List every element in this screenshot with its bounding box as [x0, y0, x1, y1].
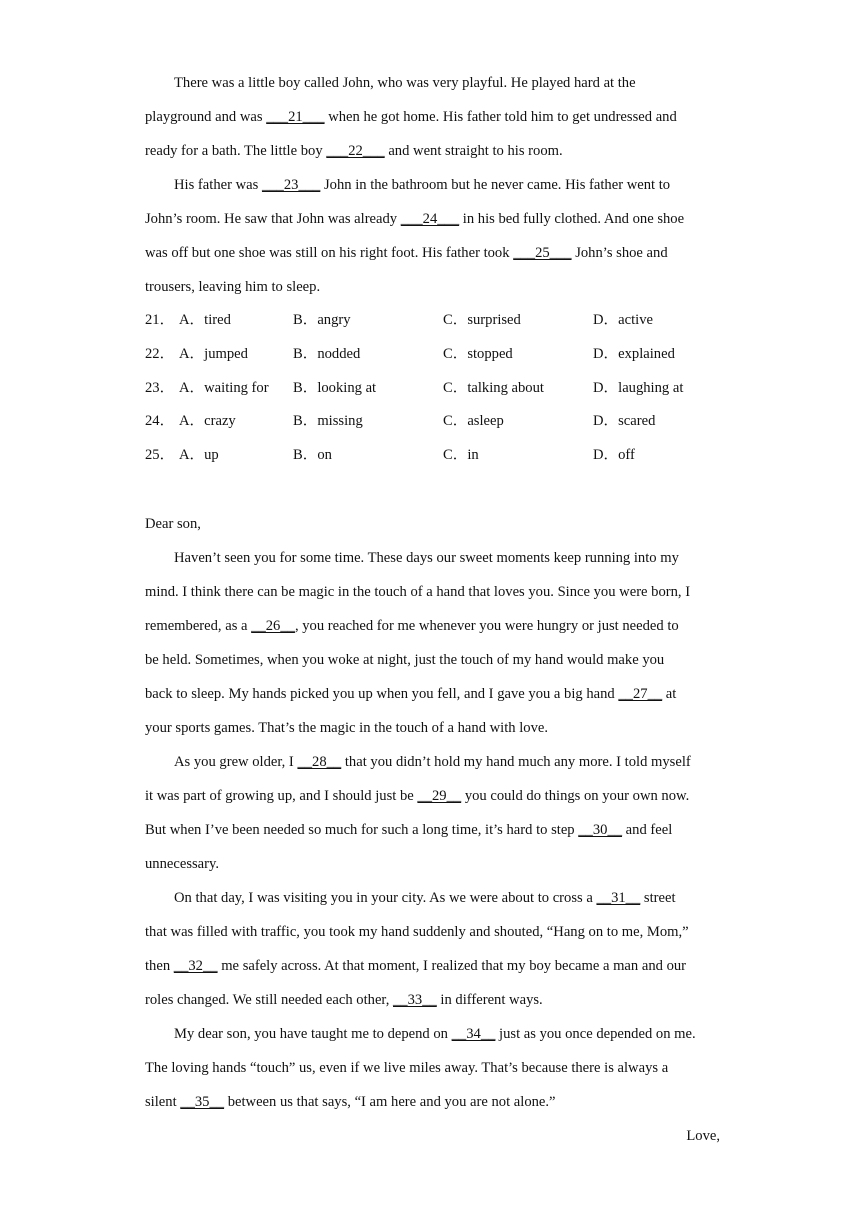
option-b: B．nodded — [293, 345, 361, 362]
text-segment: at — [662, 685, 677, 702]
text-segment: The loving hands “touch” us, even if we live miles away. That’s because there is always a — [145, 1059, 669, 1076]
text-segment: then — [145, 957, 174, 974]
text-segment: your sports games. That’s the magic in the touch of a hand with love. — [145, 719, 549, 736]
letter-salutation: Dear son, — [145, 515, 201, 532]
text-segment: just as you once depended on me. — [495, 1025, 696, 1042]
text-line — [145, 643, 720, 677]
option-b: B．looking at — [293, 379, 377, 396]
text-segment: John’s shoe and — [571, 245, 668, 261]
option-b: B．missing — [293, 413, 363, 430]
text-segment: was off but one shoe was still on his right foot. His father took — [145, 245, 514, 261]
text-segment: , you reached for me whenever you were hungry or just needed to — [294, 617, 679, 634]
text-line — [145, 168, 720, 202]
option-c: C．asleep — [443, 413, 504, 430]
question-number: 22． — [145, 345, 175, 362]
text-line — [145, 847, 720, 881]
text-line — [145, 1085, 720, 1119]
question-option-row — [145, 372, 720, 406]
text-line — [145, 915, 720, 949]
option-a: A．waiting for — [179, 379, 269, 396]
question-option-row — [145, 304, 720, 338]
option-a: A．tired — [179, 312, 231, 328]
option-d: D．off — [593, 447, 635, 464]
text-segment: But when I’ve been needed so much for such a long time, it’s hard to step — [145, 821, 579, 838]
answer-blank: ___21___ — [266, 109, 325, 125]
text-segment: As you grew older, I — [174, 753, 298, 770]
answer-blank: __35__ — [180, 1093, 225, 1110]
text-line — [145, 66, 720, 100]
option-a: A．up — [179, 447, 219, 464]
question-option-row — [145, 439, 720, 473]
option-a: A．jumped — [179, 345, 248, 362]
option-b: B．on — [293, 447, 332, 464]
text-segment: unnecessary. — [145, 855, 220, 872]
text-segment: you could do things on your own now. — [461, 787, 690, 804]
text-segment: street — [640, 889, 676, 906]
text-line — [145, 711, 720, 745]
option-a: A．crazy — [179, 413, 236, 430]
text-segment: when he got home. His father told him to get undressed and — [324, 109, 677, 125]
answer-blank: __31__ — [596, 889, 641, 906]
question-number: 23． — [145, 379, 175, 396]
text-line — [145, 745, 720, 779]
text-segment: playground and was — [145, 109, 267, 125]
answer-blank: __34__ — [451, 1025, 496, 1042]
text-line — [145, 1017, 720, 1051]
text-segment: My dear son, you have taught me to depend on — [174, 1025, 452, 1042]
text-segment: it was part of growing up, and I should just be — [145, 787, 418, 804]
section-gap — [145, 473, 720, 507]
text-segment: and feel — [622, 821, 673, 838]
passage-2-letter — [145, 541, 720, 1119]
question-number: 21． — [145, 312, 175, 328]
letter-closing: Love, — [686, 1127, 720, 1144]
question-option-row — [145, 338, 720, 372]
answer-blank: __26__ — [251, 617, 295, 634]
text-line — [145, 949, 720, 983]
option-d: D．laughing at — [593, 379, 684, 396]
option-b: B．angry — [293, 312, 351, 328]
text-segment: John’s room. He saw that John was already — [145, 211, 401, 227]
option-c: C．in — [443, 447, 479, 464]
text-line — [145, 270, 720, 304]
text-segment: On that day, I was visiting you in your city. As we were about to cross a — [174, 889, 597, 906]
question-number: 25． — [145, 447, 175, 464]
question-number: 24． — [145, 413, 175, 430]
paragraph — [145, 881, 720, 1017]
text-segment: roles changed. We still needed each other, — [145, 991, 393, 1008]
text-line — [145, 202, 720, 236]
text-line — [145, 983, 720, 1017]
option-d: D．explained — [593, 345, 675, 362]
answer-blank: __28__ — [297, 753, 342, 770]
text-segment: in different ways. — [436, 991, 543, 1008]
text-line — [145, 134, 720, 168]
text-segment: and went straight to his room. — [384, 143, 563, 159]
text-segment: me safely across. At that moment, I realized that my boy became a man and our — [217, 957, 687, 974]
paragraph — [145, 66, 720, 168]
text-segment: His father was — [174, 177, 262, 193]
answer-blank: __29__ — [417, 787, 462, 804]
text-line — [145, 236, 720, 270]
option-d: D．active — [593, 312, 653, 328]
text-segment: ready for a bath. The little boy — [145, 143, 327, 159]
text-segment: Haven’t seen you for some time. These days our sweet moments keep running into my — [174, 549, 679, 566]
text-line — [145, 677, 720, 711]
answer-blank: ___22___ — [326, 143, 385, 159]
text-segment: back to sleep. My hands picked you up when you fell, and I gave you a big hand — [145, 685, 619, 702]
text-segment: in his bed fully clothed. And one shoe — [459, 211, 685, 227]
answer-blank: ___25___ — [513, 245, 572, 261]
text-segment: between us that says, “I am here and you are not alone.” — [224, 1093, 556, 1110]
text-segment: be held. Sometimes, when you woke at night, just the touch of my hand would make you — [145, 651, 665, 668]
options-list-21-25 — [145, 304, 720, 473]
paragraph — [145, 541, 720, 745]
text-segment: that you didn’t hold my hand much any more. I told myself — [341, 753, 691, 770]
answer-blank: __33__ — [393, 991, 437, 1008]
passage-1 — [145, 66, 720, 304]
question-option-row — [145, 405, 720, 439]
answer-blank: __27__ — [618, 685, 663, 702]
text-segment: mind. I think there can be magic in the touch of a hand that loves you. Since you were born, I — [145, 583, 691, 600]
answer-blank: ___23___ — [261, 177, 321, 193]
answer-blank: __30__ — [578, 821, 623, 838]
text-line — [145, 575, 720, 609]
answer-blank: __32__ — [173, 957, 218, 974]
text-line — [145, 881, 720, 915]
text-line — [145, 779, 720, 813]
text-line — [145, 541, 720, 575]
text-line — [145, 1051, 720, 1085]
text-line — [145, 100, 720, 134]
text-segment: remembered, as a — [145, 617, 252, 634]
text-segment: silent — [145, 1093, 181, 1110]
option-d: D．scared — [593, 413, 656, 430]
text-segment: There was a little boy called John, who was very playful. He played hard at the — [174, 75, 636, 91]
text-segment: John in the bathroom but he never came. His father went to — [320, 177, 671, 193]
text-line — [145, 609, 720, 643]
paragraph — [145, 1017, 720, 1119]
paragraph — [145, 168, 720, 304]
text-segment: that was filled with traffic, you took my hand suddenly and shouted, “Hang on to me, Mom,” — [145, 923, 689, 940]
option-c: C．surprised — [443, 312, 521, 328]
text-segment: trousers, leaving him to sleep. — [145, 279, 321, 295]
option-c: C．talking about — [443, 379, 544, 396]
answer-blank: ___24___ — [400, 211, 460, 227]
paragraph — [145, 745, 720, 881]
option-c: C．stopped — [443, 345, 513, 362]
text-line — [145, 813, 720, 847]
worksheet-page — [145, 66, 720, 1153]
